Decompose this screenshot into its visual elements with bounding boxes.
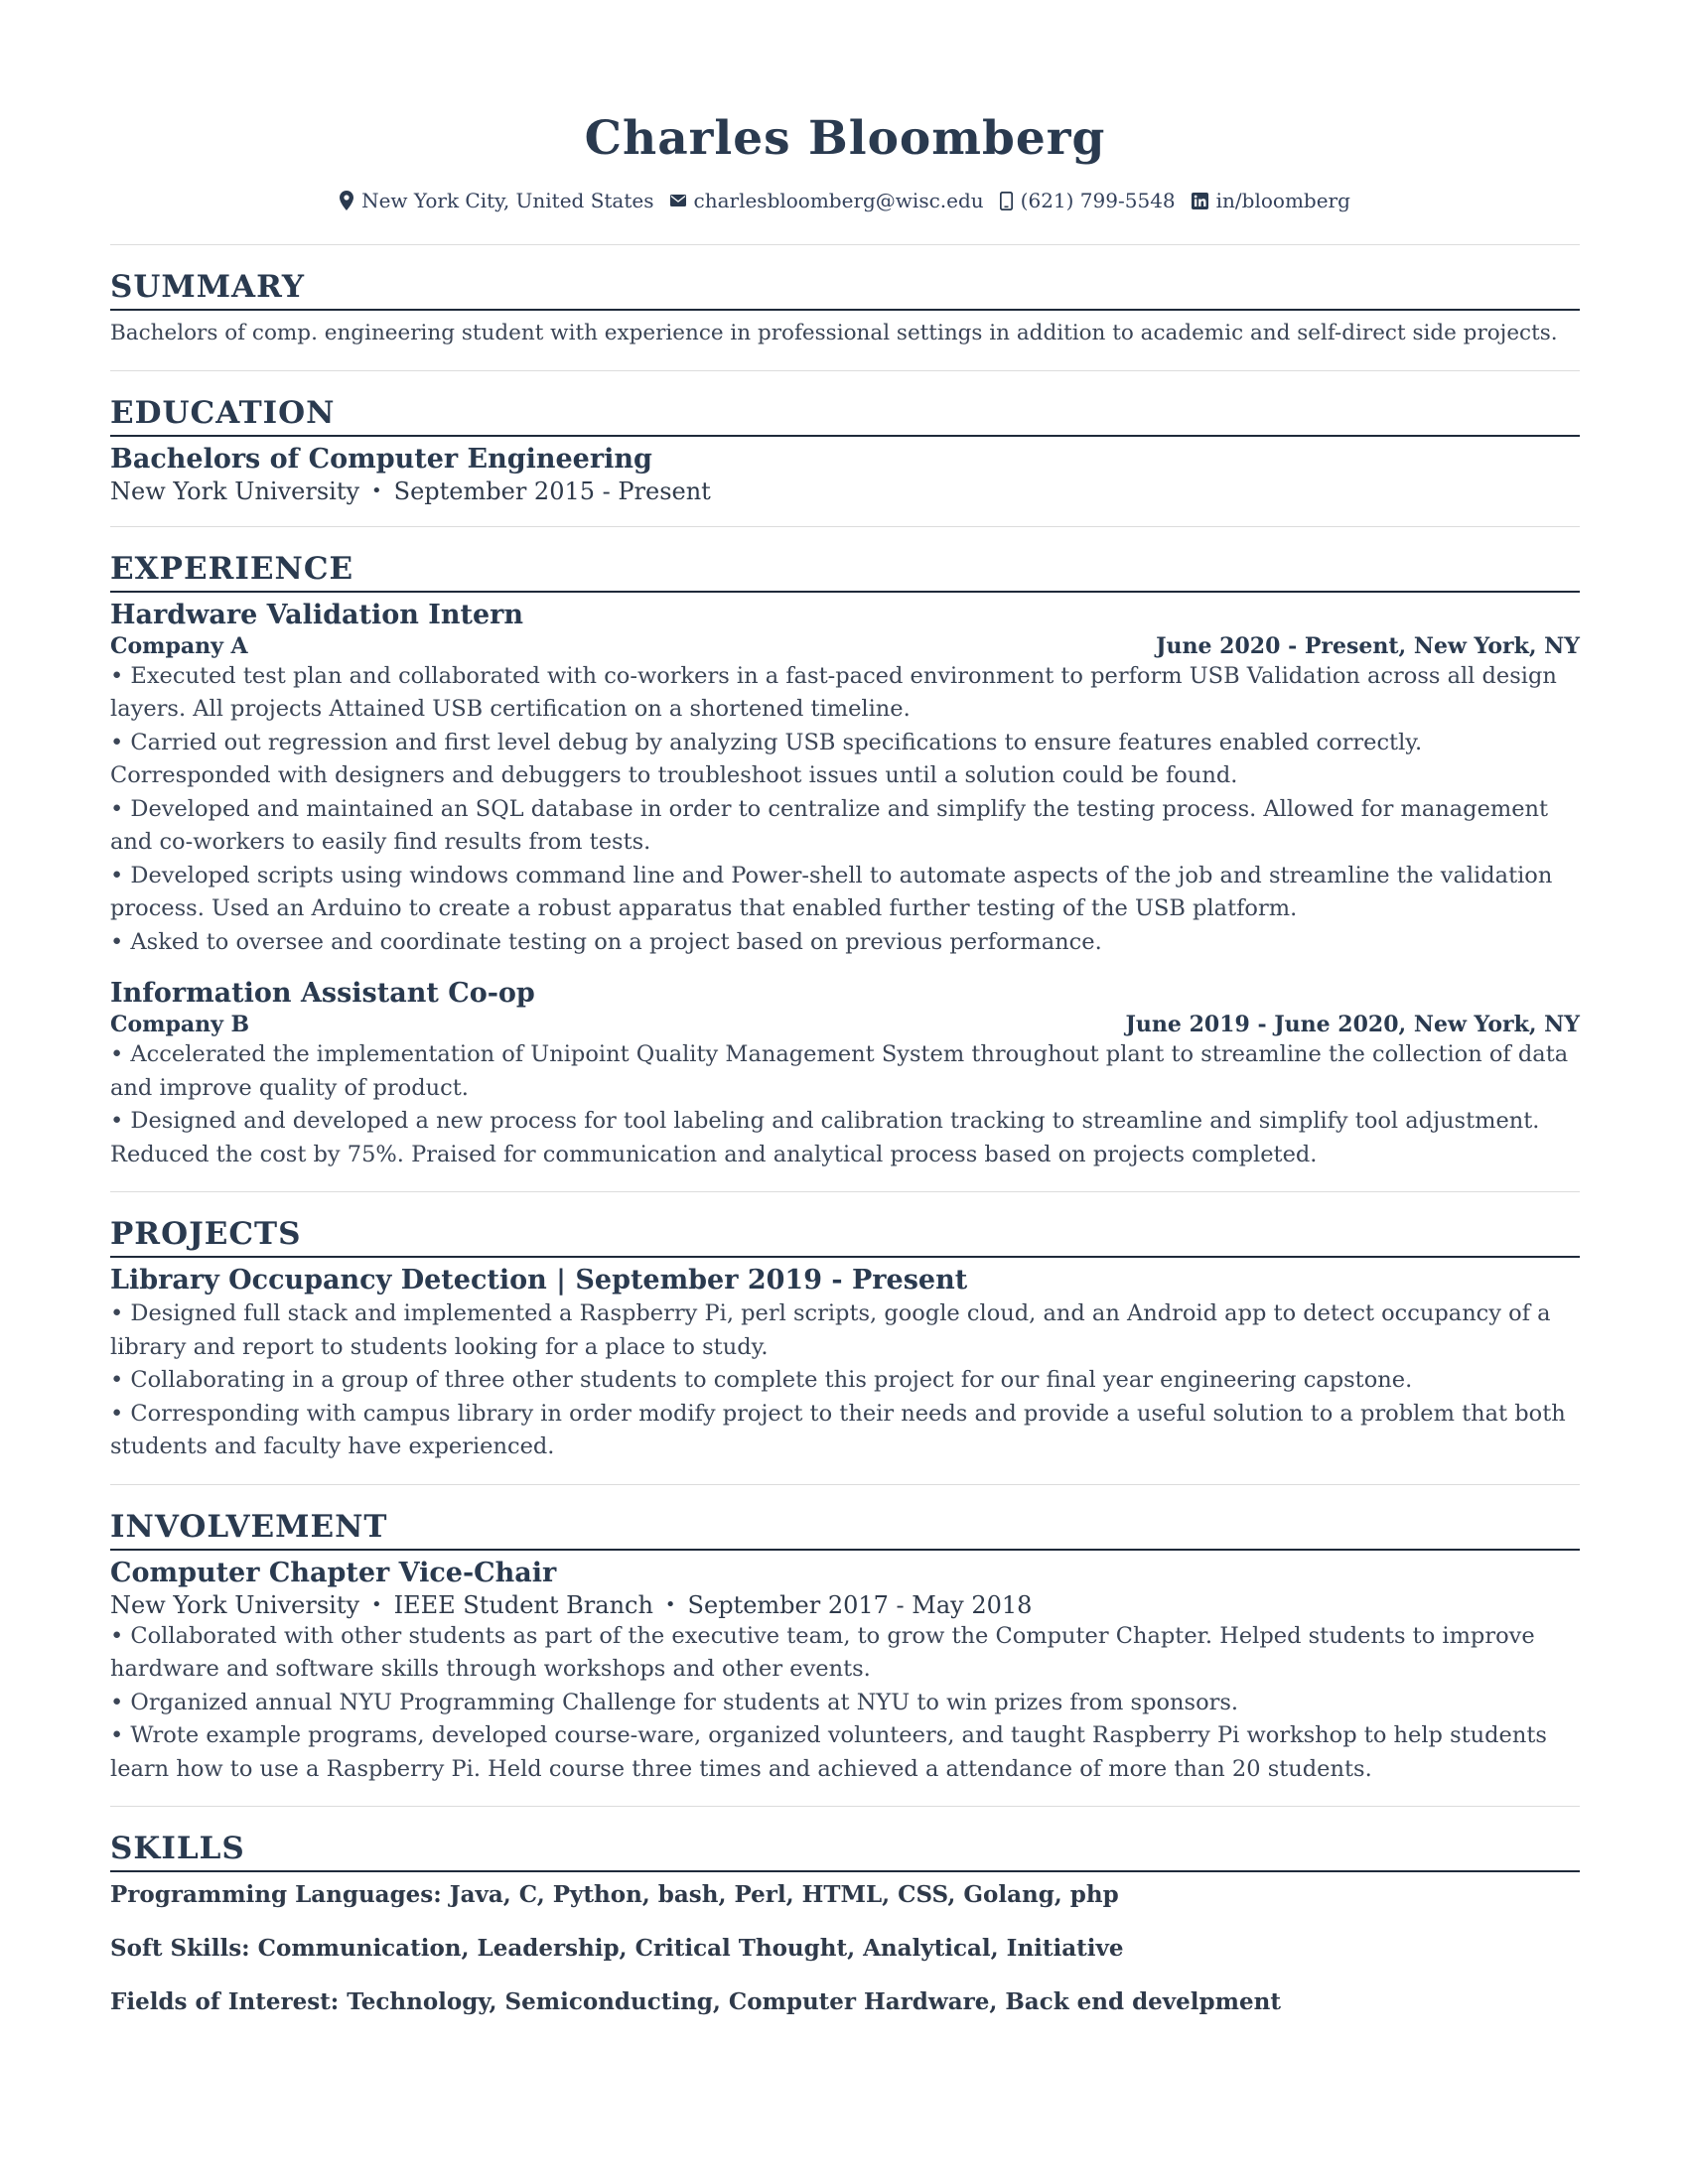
project-title: Library Occupancy Detection | September 2019 - Present — [110, 1265, 968, 1296]
project-bullet: • Collaborating in a group of three other students to complete this project for our final year engineering capstone. — [110, 1367, 1413, 1393]
skills-list — [110, 1880, 1580, 2017]
skill-line: Programming Languages: Java, C, Python, bash, Perl, HTML, CSS, Golang, php — [110, 1881, 1119, 1908]
separator-dot: • — [371, 1593, 382, 1615]
involvement-entry — [110, 1557, 1580, 1787]
job-dates-location: June 2019 - June 2020, New York, NY — [1125, 1012, 1580, 1037]
linkedin-icon — [1192, 193, 1208, 209]
education-entry — [110, 443, 1580, 506]
section-divider — [110, 370, 1580, 371]
project-bullet: • Corresponding with campus library in order modify project to their needs and provide a useful solution to a problem that both students and faculty have experienced. — [110, 1400, 1566, 1459]
job-bullet: • Executed test plan and collaborated with co-workers in a fast-paced environment to perform USB Validation across all design layers. All projects Attained USB certification on a shortened timeline. — [110, 662, 1557, 722]
section-heading: INVOLVEMENT — [110, 1507, 1580, 1551]
involvement-bullet: • Organized annual NYU Programming Challenge for students at NYU to win prizes from sponsors. — [110, 1689, 1239, 1715]
section-heading: EXPERIENCE — [110, 549, 1580, 593]
candidate-name: Charles Bloomberg — [584, 111, 1106, 166]
section-heading: PROJECTS — [110, 1214, 1580, 1258]
header-divider — [110, 244, 1580, 245]
job-bullet: • Asked to oversee and coordinate testing on a project based on previous performance. — [110, 928, 1102, 955]
summary-section — [110, 267, 1580, 350]
job-bullet: • Designed and developed a new process for tool labeling and calibration tracking to streamline and simplify tool adjustment. Reduced the cost by 75%. Praised for communication and analytical process based on projects completed. — [110, 1108, 1540, 1167]
job-bullet: • Accelerated the implementation of Unipoint Quality Management System throughout plant to streamline the collection of data and improve quality of product. — [110, 1041, 1569, 1101]
contact-location — [340, 189, 653, 212]
section-heading: EDUCATION — [110, 393, 1580, 437]
job-dates-location: June 2020 - Present, New York, NY — [1156, 632, 1580, 659]
resume-content — [110, 109, 1580, 2017]
email-link[interactable]: charlesbloomberg@wisc.edu — [693, 189, 984, 212]
involvement-dates: September 2017 - May 2018 — [687, 1590, 1033, 1619]
role-title: Computer Chapter Vice-Chair — [110, 1557, 557, 1588]
education-section — [110, 393, 1580, 526]
contact-email[interactable] — [670, 189, 984, 212]
contact-bar — [110, 189, 1580, 212]
job-bullet: • Developed and maintained an SQL database in order to centralize and simplify the testing process. Allowed for management and co-workers to easily find results from tests. — [110, 795, 1549, 855]
section-divider — [110, 1191, 1580, 1192]
job-title: Information Assistant Co-op — [110, 978, 535, 1009]
education-details — [110, 477, 1580, 506]
job-meta — [110, 1011, 1580, 1038]
envelope-icon — [670, 195, 686, 206]
involvement-bullet: • Collaborated with other students as part of the executive team, to grow the Computer Chapter. Helped students to improve hardware and software skills through workshops and other events. — [110, 1622, 1535, 1682]
job-bullet: • Developed scripts using windows command line and Power-shell to automate aspects of the job and streamline the validation process. Used an Arduino to create a robust apparatus that enabled further testing of the USB platform. — [110, 862, 1553, 921]
involvement-section — [110, 1507, 1580, 1807]
education-dates: September 2015 - Present — [393, 477, 711, 505]
skill-line: Fields of Interest: Technology, Semiconducting, Computer Hardware, Back end develpment — [110, 1988, 1281, 2015]
job-meta — [110, 632, 1580, 660]
job-entry — [110, 977, 1580, 1171]
separator-dot: • — [371, 479, 382, 501]
separator-dot: • — [664, 1593, 676, 1615]
company-name: Company B — [110, 1012, 250, 1037]
skill-line: Soft Skills: Communication, Leadership, Critical Thought, Analytical, Initiative — [110, 1935, 1124, 1962]
involvement-bullet: • Wrote example programs, developed course-ware, organized volunteers, and taught Raspberry Pi workshop to help students learn how to use a Raspberry Pi. Held course three times and achieved a attendance of more than 20 students. — [110, 1722, 1547, 1782]
location-text: New York City, United States — [361, 189, 654, 212]
projects-section — [110, 1214, 1580, 1484]
section-heading: SUMMARY — [110, 267, 1580, 311]
summary-text: Bachelors of comp. engineering student with experience in professional settings in addition to academic and self-direct side projects. — [110, 321, 1558, 345]
branch-name: IEEE Student Branch — [393, 1590, 653, 1619]
section-heading: SKILLS — [110, 1829, 1580, 1872]
degree-title: Bachelors of Computer Engineering — [110, 443, 652, 475]
linkedin-link[interactable]: in/bloomberg — [1215, 189, 1350, 212]
involvement-details — [110, 1590, 1580, 1620]
contact-linkedin[interactable] — [1192, 189, 1350, 212]
section-divider — [110, 526, 1580, 527]
job-bullet: • Carried out regression and first level debug by analyzing USB specifications to ensure features enabled correctly. Corresponded with designers and debuggers to troubleshoot issues until a solution could be found. — [110, 729, 1423, 788]
school-name: New York University — [110, 477, 360, 505]
project-entry — [110, 1264, 1580, 1464]
job-entry — [110, 599, 1580, 960]
experience-section — [110, 549, 1580, 1192]
section-divider — [110, 1484, 1580, 1485]
job-title: Hardware Validation Intern — [110, 599, 524, 630]
project-bullet: • Designed full stack and implemented a Raspberry Pi, perl scripts, google cloud, and an Android app to detect occupancy of a library and report to students looking for a place to study. — [110, 1300, 1551, 1360]
org-name: New York University — [110, 1590, 360, 1619]
map-pin-icon — [340, 191, 353, 210]
mobile-phone-icon — [1000, 192, 1013, 210]
company-name: Company A — [110, 632, 248, 659]
phone-text[interactable]: (621) 799-5548 — [1020, 189, 1176, 212]
contact-phone[interactable] — [1000, 189, 1176, 212]
section-divider — [110, 1806, 1580, 1807]
skills-section — [110, 1829, 1580, 2017]
